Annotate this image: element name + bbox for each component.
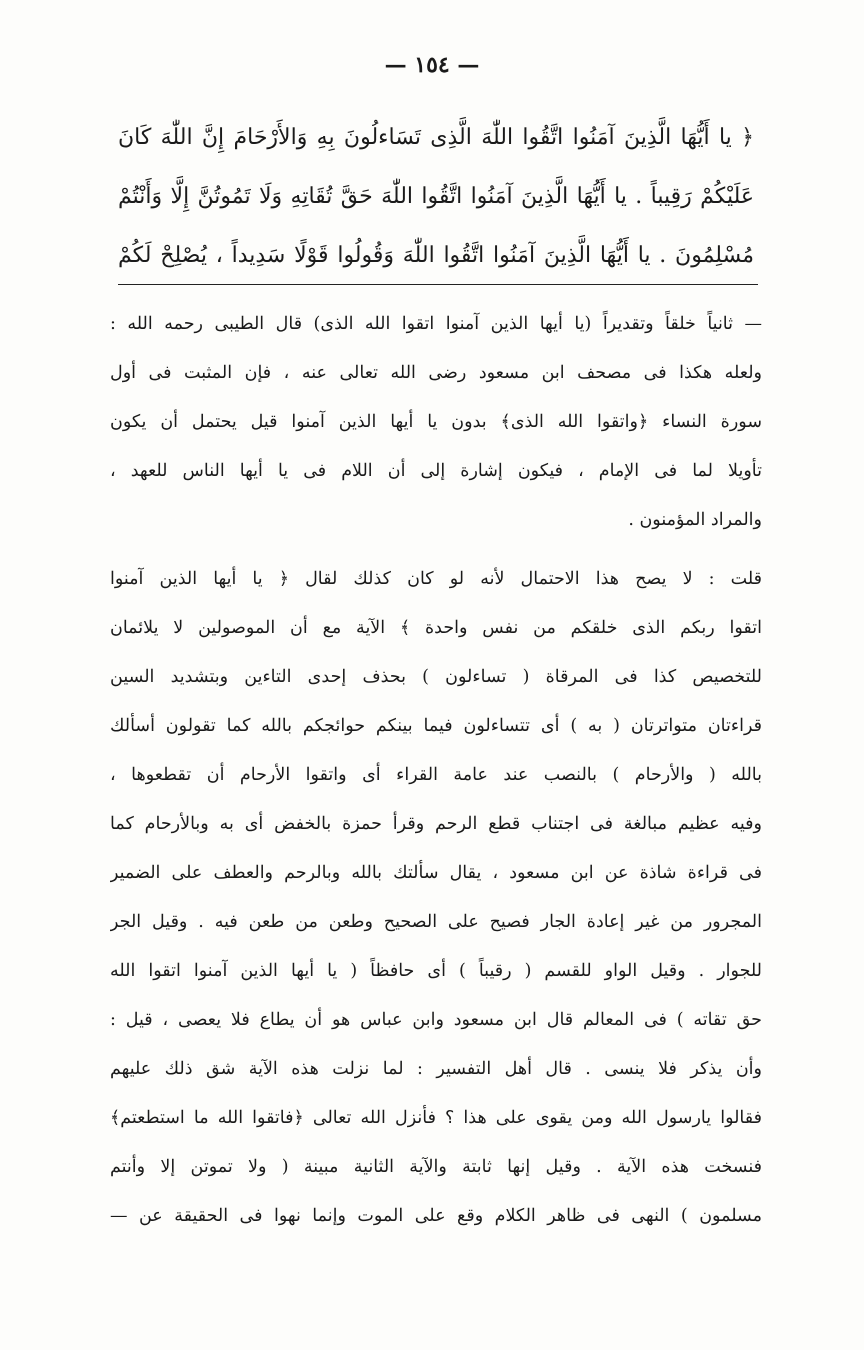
commentary-paragraph [110,555,762,1241]
commentary-line: بالله ( والأرحام ) بالنصب عند عامة القراء أى واتقوا الأرحام أن تقطعوها ، [110,765,762,785]
verse-line: مُسْلِمُونَ . يا أَيُّهَا الَّذِينَ آمَنُوا اتَّقُوا اللّٰهَ وَقُولُوا قَوْلًا سَدِيداً ، يُصْلِحْ لَكُمْ [118,243,754,268]
commentary-line: للجوار . وقيل الواو للقسم ( رقيباً ) أى حافظاً ( يا أيها الذين آمنوا اتقوا الله [110,961,762,981]
verse-line: ﴿ يا أَيُّهَا الَّذِينَ آمَنُوا اتَّقُوا اللّٰهَ الَّذِى تَسَاءلُونَ بِهِ وَالأَرْحَامَ إِنَّ اللّٰهَ كَانَ [118,125,754,150]
commentary-line: فنسخت هذه الآية . وقيل إنها ثابتة والآية الثانية مبينة ( ولا تموتن إلا وأنتم [110,1157,762,1177]
commentary-line: قلت : لا يصح هذا الاحتمال لأنه لو كان كذلك لقال ﴿ يا أيها الذين آمنوا [110,569,762,589]
verse-line: عَلَيْكُمْ رَقِيباً . يا أَيُّهَا الَّذِينَ آمَنُوا اتَّقُوا اللّٰهَ حَقَّ تُقَاتِهِ وَلَا تَمُوتُنَّ إِلَّا وَأَنْتُمْ [118,184,754,209]
commentary-line: للتخصيص كذا فى المرقاة ( تساءلون ) بحذف إحدى التاءين وبتشديد السين [110,667,762,687]
quran-verse-block [118,108,754,285]
commentary-line: تأويلا لما فى الإمام ، فيكون إشارة إلى أن اللام فى يا أيها الناس للعهد ، [110,461,762,481]
commentary-line: ولعله هكذا فى مصحف ابن مسعود رضى الله تعالى عنه ، فإن المثبت فى أول [110,363,762,383]
commentary-line: وفيه عظيم مبالغة فى اجتناب قطع الرحم وقرأ حمزة بالخفض أى به وبالأرحام كما [110,814,762,834]
commentary-line: فقالوا يارسول الله ومن يقوى على هذا ؟ فأنزل الله تعالى ﴿فاتقوا الله ما استطعتم﴾ [110,1108,762,1128]
footnote-divider [118,284,758,285]
commentary-line: — ثانياً خلقاً وتقديراً (يا أيها الذين آمنوا اتقوا الله الذى) قال الطيبى رحمه الله : [110,314,762,334]
commentary-line: والمراد المؤمنون . [628,510,762,530]
page-number: — ١٥٤ — [384,52,480,78]
commentary-line: وأن يذكر فلا ينسى . قال أهل التفسير : لما نزلت هذه الآية شق ذلك عليهم [110,1059,762,1079]
commentary-line: سورة النساء ﴿واتقوا الله الذى﴾ بدون يا أيها الذين آمنوا قيل يحتمل أن يكون [110,412,762,432]
commentary-line: اتقوا ربكم الذى خلقكم من نفس واحدة ﴾ الآية مع أن الموصولين لا يلائمان [110,618,762,638]
commentary-block [110,300,762,1249]
commentary-line: المجرور من غير إعادة الجار فصيح على الصحيح وطعن من طعن فيه . وقيل الجر [110,912,762,932]
commentary-line: فى قراءة شاذة عن ابن مسعود ، يقال سألتك بالله وبالرحم والعطف على الضمير [110,863,762,883]
commentary-line: مسلمون ) النهى فى ظاهر الكلام وقع على الموت وإنما نهوا فى الحقيقة عن — [110,1206,762,1226]
commentary-paragraph [110,300,762,545]
commentary-line: حق تقاته ) فى المعالم قال ابن مسعود وابن عباس هو أن يطاع فلا يعصى ، قيل : [110,1010,762,1030]
commentary-line: قراءتان متواترتان ( به ) أى تتساءلون فيما بينكم حوائجكم بالله كما تقولون أسألك [110,716,762,736]
